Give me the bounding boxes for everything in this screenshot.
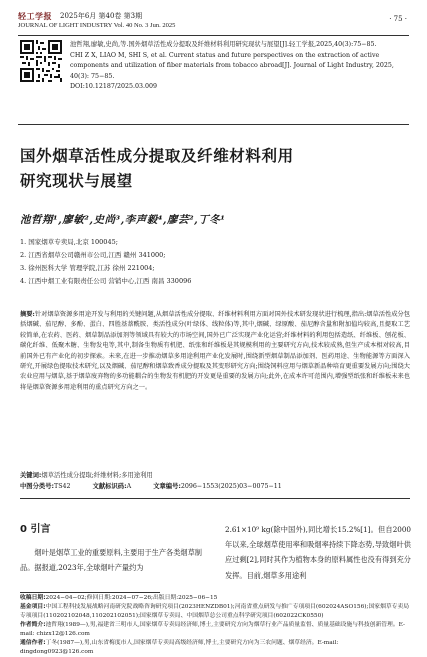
clc-value: TS42 bbox=[54, 483, 71, 491]
article-number-label: 文章编号: bbox=[153, 483, 181, 491]
citation-cn: 池哲翔,廖敏,史尚,等.国外烟草活性成分提取及纤维材料利用研究现状与展望[J].轻工学报,2025,40(3):75−85. bbox=[70, 41, 377, 48]
issue-info: 2025年6月 第40卷 第3期 bbox=[60, 12, 143, 20]
body-paragraph: 烟叶是烟草工业的重要原料,主要用于生产各类烟草制品。据报道,2023年,全球烟叶产量约为 bbox=[20, 548, 202, 572]
doc-code-label: 文献标识码: bbox=[92, 483, 127, 491]
footnotes bbox=[20, 594, 410, 657]
page-number: · 75 · bbox=[389, 15, 407, 23]
keywords-label: 关键词: bbox=[20, 472, 42, 479]
body-paragraph: 2.61×10⁹ kg(除中国外),同比增长15.2%[1]。但自2000年以来,全球烟草使用率和吸烟率持续下降态势,导致烟叶供应过剩[2],同时其作为植物本身的原料属性也没有得到充分发挥。目前,烟草多用途利 bbox=[225, 525, 411, 580]
intro-left-column bbox=[20, 522, 207, 575]
fund-text: 中国工程科技发展战略河南研究院战略咨询研究项目(2023HENZDB01);河南省重点研发与推广专项项目(602024ASO156);国家烟草专卖局专项项目(110202102048,110202102051);国家烟草专卖局、中国烟草总公司重点科学研究项目(602022CK0550) bbox=[20, 604, 410, 619]
author-list: 池哲翔¹,廖敏²,史尚³,李声毅⁴,廖芸²,丁冬¹ bbox=[20, 214, 226, 226]
qr-code-icon bbox=[20, 40, 62, 82]
header-rule bbox=[18, 35, 409, 36]
keywords-text: 烟草活性成分提取;纤维材料;多用途利用 bbox=[41, 472, 153, 479]
affiliation-item: 1. 国家烟草专卖局,北京 100045; bbox=[20, 238, 118, 246]
fund-label: 基金项目: bbox=[20, 604, 46, 610]
corresponding-label: 通信作者: bbox=[20, 640, 46, 646]
abstract-label: 摘要: bbox=[20, 311, 35, 318]
section-heading: 0 引言 bbox=[20, 524, 51, 535]
corresponding-text: 丁冬(1987—),男,山东省梅度市人,国家烟草专卖局高级经济师,博士,主要研究方向为三农问题、烟草经济。E-mail: dingdong0923@126.com bbox=[20, 640, 339, 655]
affiliation-item: 2. 江西省烟草公司赣州市公司,江西 赣州 341000; bbox=[20, 251, 166, 259]
footnote-rule bbox=[20, 592, 160, 593]
keywords-block bbox=[20, 470, 410, 493]
received-dates: 2024−04−02;修回日期:2024−07−26;出版日期:2025−06−15 bbox=[45, 595, 218, 601]
doc-code-value: A bbox=[126, 483, 132, 491]
affiliations bbox=[20, 236, 410, 288]
author-bio-label: 作者简介: bbox=[20, 622, 46, 628]
affiliation-item: 4. 江西中烟工业有限责任公司 营销中心,江西 南昌 330096 bbox=[20, 277, 192, 285]
clc-label: 中图分类号: bbox=[20, 483, 55, 491]
journal-header bbox=[18, 10, 409, 34]
title-line-1: 国外烟草活性成分提取及纤维材料利用 bbox=[20, 147, 294, 165]
affiliation-item: 3. 徐州医科大学 管理学院,江苏 徐州 221004; bbox=[20, 264, 155, 272]
abstract-text: 针对烟草资源多用途开发与利用的关键问题,从烟草活性成分提取、纤维材料利用方面对国外技术研发现状进行梳理,指出:烟草活性成分包括烟碱、茄尼醇、多酚、蛋白、四胜基萘酰胺、类活性成分(叶绿体、线粒体)等,其中,烟碱、绿原酸、茄尼醇含量和附加值均较高,且提取工艺较简单,在农药、医药、烟草制品添加剂等领域具有较大的市场空间,国外已广泛实现产业化运营;纤维材料的利用包括造纸、纤维板、刨花板、碳化纤维、低聚木糖、生物发电等,其中,制备生物质有机肥、纸张和纤维板是其规模利用的主要研究方向,技术较成熟,但生产成本相对较高,目前国外已有产业化的初步探索。未来,在进一步推动烟草多用途利用产业化发展时,围绕新型烟草制品添加剂、医药用途、生物能源等方面深入研究,开展绿色提取技术研究,以及烟碱、茄尼醇和烟草致香成分提取及其变形研究方向;围绕饲料应用与烟草新品种培育更重要发展方向;围绕大农业应用与烟草,基于烟草废弃物的多功能耦合的生物发有机肥的开发更是重要的发展方向;此外,在成本许可范围内,增强型纸张和纤维板未来也将是烟草资源多用途利用的重点研究方向之一。 bbox=[20, 311, 410, 391]
intro-right-column bbox=[225, 522, 411, 583]
citation-rule bbox=[18, 124, 409, 125]
meta-rule bbox=[20, 498, 410, 499]
citation-block bbox=[70, 40, 410, 93]
article-number-value: 2096−1553(2025)03−0075−11 bbox=[180, 483, 282, 491]
author-bio-text: 池哲翔(1989—),男,福建省三明市人,国家烟草专卖局经济师,博士,主要研究方向为烟草行业产品质量监督、质量基础设施与科技创新管理。E-mail: chizx12@126.com bbox=[20, 622, 405, 637]
paper-title bbox=[20, 144, 410, 194]
doi[interactable]: DOI:10.12187/2025.03.009 bbox=[70, 83, 158, 91]
received-label: 收稿日期: bbox=[20, 595, 46, 601]
title-line-2: 研究现状与展望 bbox=[20, 172, 133, 190]
journal-logo: 轻工学报 bbox=[18, 11, 52, 21]
journal-name-en: JOURNAL OF LIGHT INDUSTRY Vol. 40 No. 3 Jun. 2025 bbox=[18, 22, 176, 29]
citation-en: CHI Z X, LIAO M, SHI S, et al. Current status and future perspectives on the extraction of active components and utilization of fiber materials from tobacco abroad[J]. Journal of Light Industry, 2025, 40(3): 75−85. bbox=[70, 51, 394, 80]
abstract bbox=[20, 310, 410, 393]
